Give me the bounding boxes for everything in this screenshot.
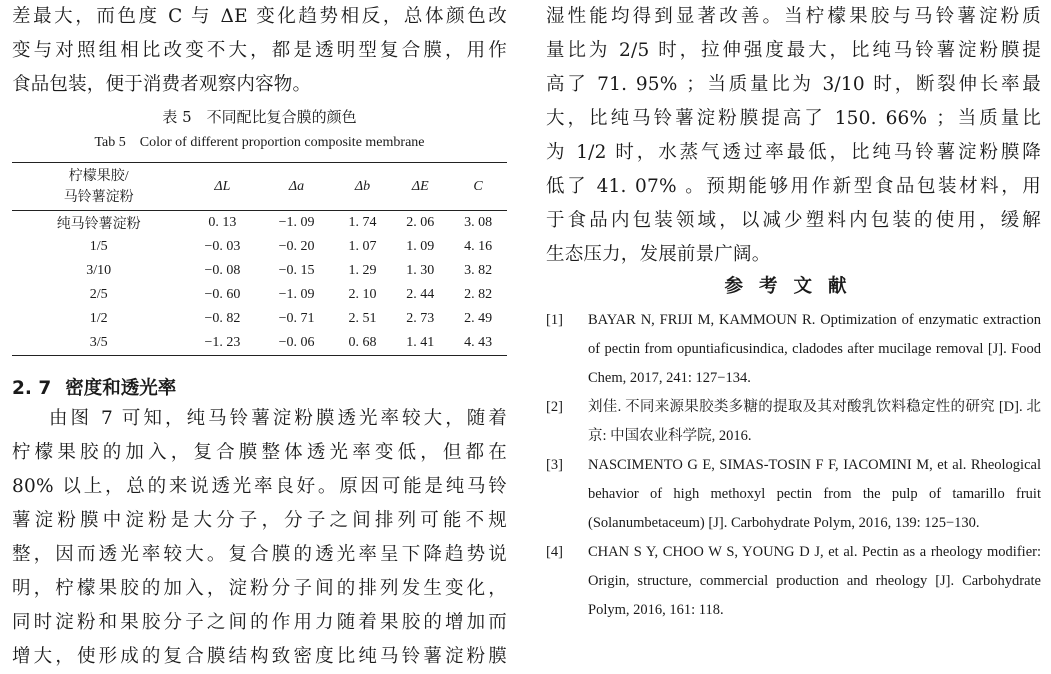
table-caption-en: Tab 5 Color of different proportion composite membrane — [94, 135, 425, 150]
table-cell: 1. 29 — [348, 263, 377, 278]
table-cell: 纯马铃薯淀粉 — [56, 217, 141, 232]
table-row — [12, 283, 507, 307]
body-line: 量比为 2/5 时，拉伸强度最大，比纯马铃薯淀粉膜提 — [546, 40, 1041, 61]
table-cell: 4. 43 — [464, 335, 493, 350]
body-line: 生态压力，发展前景广阔。 — [546, 244, 771, 265]
body-line: 增大，使形成的复合膜结构致密度比纯马铃薯淀粉膜 — [12, 646, 507, 667]
table-cell: 0. 68 — [348, 335, 377, 350]
table-cell: −0. 82 — [204, 311, 241, 326]
table-cell: 1/2 — [89, 311, 108, 326]
table-header-cell: Δb — [354, 179, 371, 194]
table-row — [12, 331, 507, 356]
table-cell: −0. 06 — [278, 335, 315, 350]
reference-item — [546, 306, 1041, 393]
table-cell: 1. 41 — [406, 335, 435, 350]
table-cell: 3. 08 — [464, 215, 493, 230]
body-paragraph — [12, 402, 507, 674]
table-row — [12, 235, 507, 259]
body-line: 大，比纯马铃薯淀粉膜提高了 150. 66% ；当质量比 — [546, 108, 1041, 129]
intro-line: 差最大，而色度 C 与 ΔE 变化趋势相反，总体颜色改 — [12, 6, 507, 27]
reference-number: [3] — [546, 457, 563, 473]
left-column — [12, 0, 507, 674]
table-cell: −0. 20 — [278, 239, 315, 254]
table-cell: 2. 73 — [406, 311, 435, 326]
table-cell: −1. 09 — [278, 215, 315, 230]
reference-text: NASCIMENTO G E, SIMAS-TOSIN F F, IACOMINI M, et al. Rheological behavior of high methoxyl pectin from the pulp of tamarillo fruit (Solanumbetaceum) [J]. Carbohydrate Polym, 2016, 139: 125−130. — [588, 457, 1041, 531]
table-header-cell: C — [473, 179, 483, 194]
table-header-cell: ΔL — [214, 179, 231, 194]
table-cell: 1. 30 — [406, 263, 435, 278]
header-first-line2: 马铃薯淀粉 — [63, 189, 134, 205]
body-line: 整，因而透光率较大。复合膜的透光率呈下降趋势说 — [12, 544, 507, 565]
table-header-cell — [12, 163, 185, 211]
reference-item — [546, 538, 1041, 625]
conclusion-paragraph — [546, 0, 1041, 272]
section-heading — [12, 376, 507, 402]
table-cell: 2. 10 — [348, 287, 377, 302]
table-cell: −0. 03 — [204, 239, 241, 254]
reference-item — [546, 451, 1041, 538]
table-header-cell: Δa — [288, 179, 305, 194]
table-cell: 2. 51 — [348, 311, 377, 326]
table-header-row — [12, 163, 507, 211]
body-line: 为 1/2 时，水蒸气透过率最低，比纯马铃薯淀粉膜降 — [546, 142, 1041, 163]
table-row — [12, 211, 507, 236]
table-cell: 1. 09 — [406, 239, 435, 254]
table-cell: 3. 82 — [464, 263, 493, 278]
color-table — [12, 162, 507, 356]
table-cell: 2. 06 — [406, 215, 435, 230]
table-cell: −0. 71 — [278, 311, 315, 326]
table-cell: 4. 16 — [464, 239, 493, 254]
table-cell: 1. 07 — [348, 239, 377, 254]
table-row — [12, 307, 507, 331]
table-cell: 2/5 — [89, 287, 108, 302]
table-cell: −0. 60 — [204, 287, 241, 302]
body-line: 80% 以上，总的来说透光率良好。原因可能是纯马铃 — [12, 476, 507, 497]
body-line: 同时淀粉和果胶分子之间的作用力随着果胶的增加而 — [12, 612, 507, 633]
table-cell: 3/5 — [89, 335, 108, 350]
table-cell: −1. 09 — [278, 287, 315, 302]
table-cell: 2. 49 — [464, 311, 493, 326]
section-title: 密度和透光率 — [65, 378, 177, 399]
body-line: 高了 71. 95% ；当质量比为 3/10 时，断裂伸长率最 — [546, 74, 1041, 95]
table-cell: 2. 44 — [406, 287, 435, 302]
section-number: 2. 7 — [12, 378, 52, 399]
right-column — [546, 0, 1041, 625]
body-line: 由图 7 可知，纯马铃薯淀粉膜透光率较大，随着 — [49, 408, 507, 429]
intro-line: 食品包装，便于消费者观察内容物。 — [12, 74, 312, 95]
body-line: 明，柠檬果胶的加入，淀粉分子间的排列发生变化， — [12, 578, 507, 599]
table-cell: −0. 15 — [278, 263, 315, 278]
body-line: 低了 41. 07% 。预期能够用作新型食品包装材料，用 — [546, 176, 1041, 197]
table-row — [12, 259, 507, 283]
table-header-cell: ΔE — [411, 179, 429, 194]
reference-item — [546, 393, 1041, 451]
reference-number: [1] — [546, 312, 563, 328]
reference-number: [2] — [546, 399, 563, 415]
table-cell: 1. 74 — [348, 215, 377, 230]
body-line: 柠檬果胶的加入，复合膜整体透光率变低，但都在 — [12, 442, 507, 463]
table-cell: 2. 82 — [464, 287, 493, 302]
reference-text: 刘佳. 不同来源果胶类多糖的提取及其对酸乳饮料稳定性的研究 [D]. 北京: 中国农业科学院, 2016. — [588, 399, 1041, 444]
body-line: 于食品内包装领域，以减少塑料内包装的使用，缓解 — [546, 210, 1041, 231]
table-caption-cn: 表 5 不同配比复合膜的颜色 — [162, 108, 357, 126]
reference-text: CHAN S Y, CHOO W S, YOUNG D J, et al. Pectin as a rheology modifier: Origin, structure, commercial production and rheology [J]. Carbohydrate Polym, 2016, 161: 118. — [588, 544, 1041, 618]
body-line: 薯淀粉膜中淀粉是大分子，分子之间排列可能不规 — [12, 510, 507, 531]
table-cell: −0. 08 — [204, 263, 241, 278]
reference-number: [4] — [546, 544, 563, 560]
references-heading: 参考文献 — [724, 276, 863, 297]
body-line: 湿性能均得到显著改善。当柠檬果胶与马铃薯淀粉质 — [546, 6, 1041, 27]
reference-list — [546, 306, 1041, 625]
reference-text: BAYAR N, FRIJI M, KAMMOUN R. Optimization of enzymatic extraction of pectin from opuntiaficusindica, cladodes after mucilage removal [J]. Food Chem, 2017, 241: 127−134. — [588, 312, 1041, 386]
table-cell: 3/10 — [86, 263, 112, 278]
intro-line: 变与对照组相比改变不大，都是透明型复合膜，用作 — [12, 40, 507, 61]
header-first-line1: 柠檬果胶/ — [68, 168, 129, 184]
intro-paragraph — [12, 0, 507, 102]
table-cell: 0. 13 — [208, 215, 237, 230]
table-cell: −1. 23 — [204, 335, 241, 350]
table-cell: 1/5 — [89, 239, 108, 254]
